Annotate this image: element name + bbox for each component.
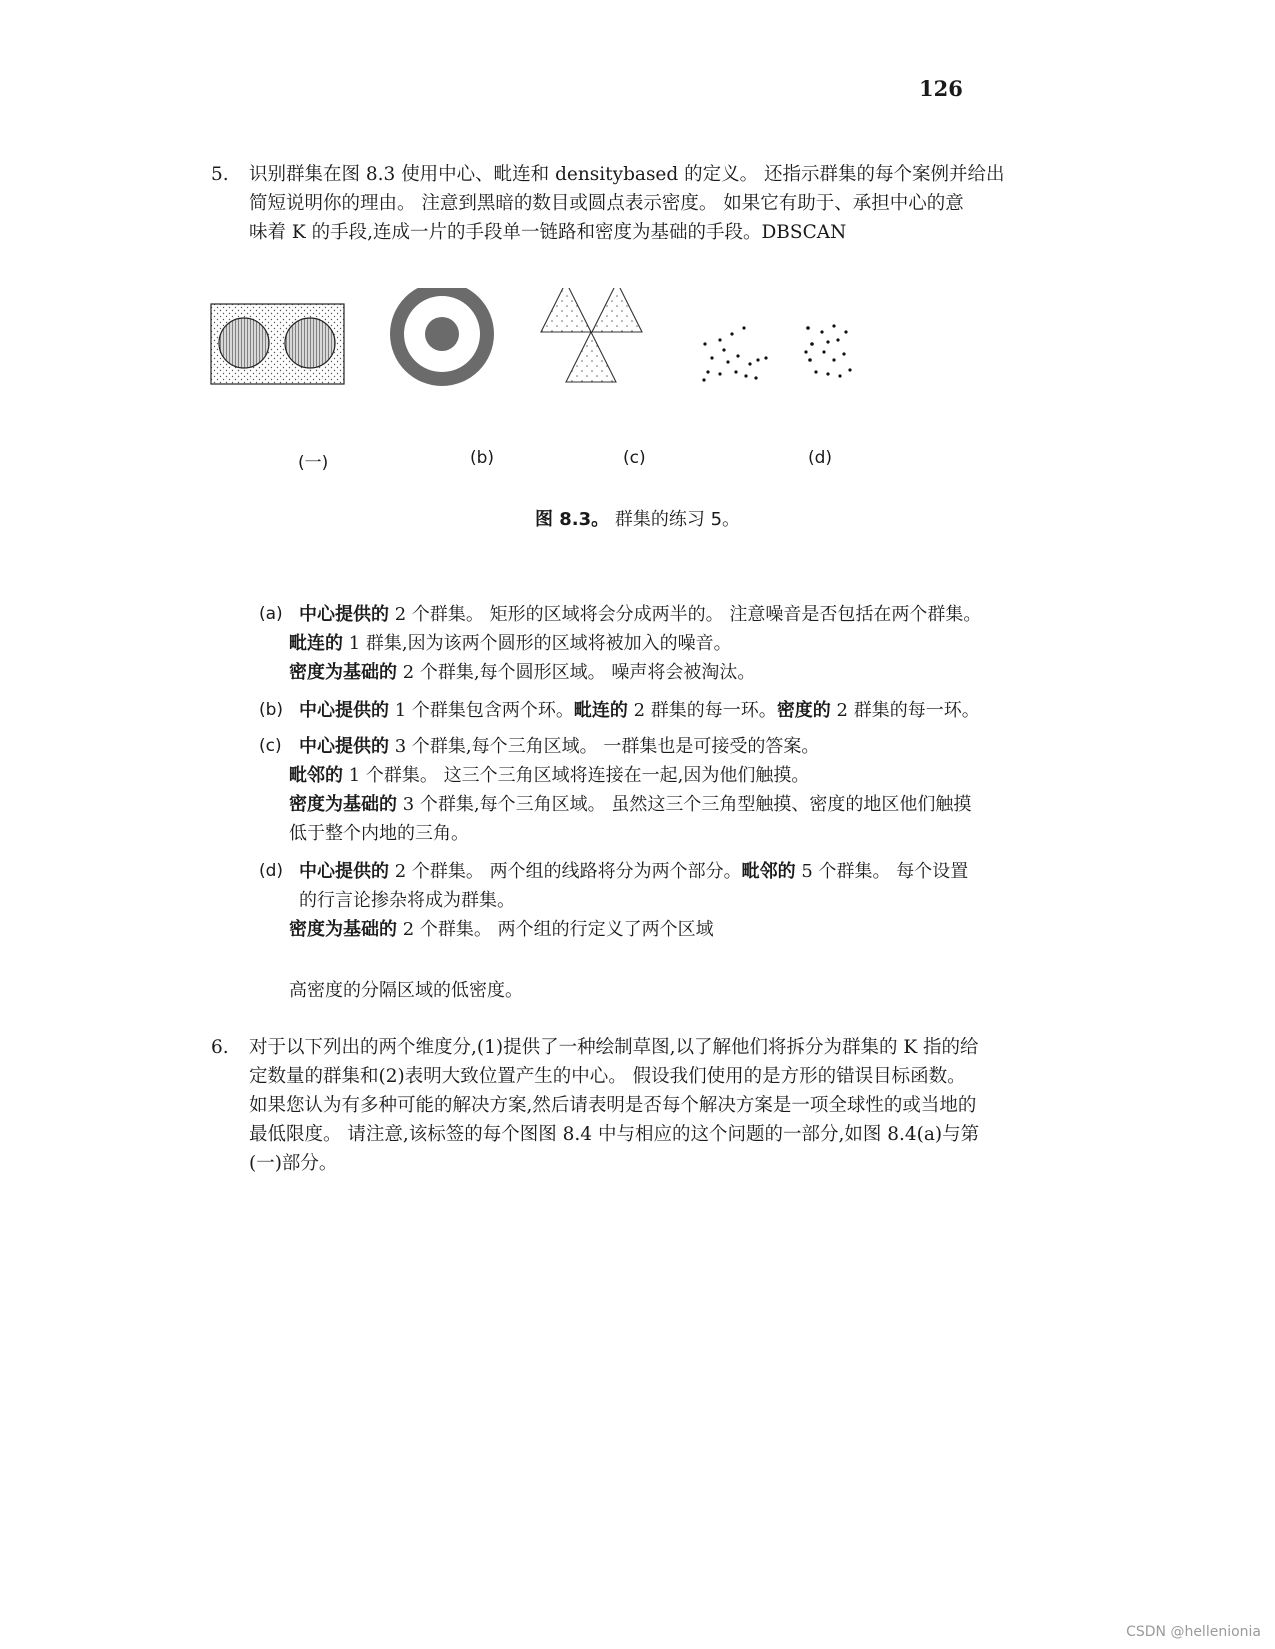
question-5-line: 味着 K 的手段,连成一片的手段单一链路和密度为基础的手段。DBSCAN: [249, 222, 847, 243]
answer-bold: 毗连的: [289, 633, 343, 654]
answer-b-label: (b): [259, 700, 284, 720]
question-6-line: (一)部分。: [249, 1153, 338, 1174]
question-6-number: 6.: [211, 1037, 229, 1058]
figure-panel-d: [702, 324, 851, 381]
figure-label-d: (d): [808, 448, 833, 468]
figure-caption-number: 图 8.3。: [534, 509, 610, 530]
figure-8-3: [210, 288, 910, 418]
answer-bold: 毗邻的: [741, 861, 796, 882]
answer-bold: 毗邻的: [289, 765, 343, 786]
answer-text: 2 个群集。 矩形的区域将会分成两半的。 注意噪音是否包括在两个群集。: [389, 604, 982, 625]
answer-text: 2 群集的每一环。: [830, 700, 980, 721]
answer-text: 的行言论掺杂将成为群集。: [299, 890, 515, 911]
figure-caption: [0, 505, 1275, 531]
answer-bold: 密度为基础的: [289, 662, 397, 683]
page-number: 126: [919, 76, 963, 101]
answer-bold: 密度的: [776, 700, 831, 721]
answer-text: 1 个群集包含两个环。: [389, 700, 574, 721]
answer-d-label: (d): [259, 861, 284, 881]
watermark: CSDN @hellenionia: [1126, 1624, 1261, 1640]
answer-text: 5 个群集。 每个设置: [795, 861, 969, 882]
question-5-line: 简短说明你的理由。 注意到黑暗的数目或圆点表示密度。 如果它有助于、承担中心的意: [249, 193, 964, 214]
answer-text: 3 个群集,每个三角区域。 虽然这三个三角型触摸、密度的地区他们触摸: [397, 794, 972, 815]
question-5: [211, 160, 1069, 247]
question-5-number: 5.: [211, 164, 229, 185]
answer-text: 2 群集的每一环。: [627, 700, 777, 721]
figure-label-a: (一): [298, 453, 329, 473]
answer-bold: 中心提供的: [299, 861, 389, 882]
answer-bold: 密度为基础的: [289, 794, 397, 815]
answer-bold: 密度为基础的: [289, 919, 397, 940]
answer-note: 高密度的分隔区域的低密度。: [289, 980, 523, 1001]
answer-d: [259, 857, 1079, 944]
figure-panel-c: [541, 288, 642, 382]
figure-caption-text: 群集的练习 5。: [609, 509, 741, 530]
figure-label-c: (c): [623, 448, 646, 468]
answer-bold: 中心提供的: [299, 736, 389, 757]
answer-text: 2 个群集。 两个组的行定义了两个区域: [397, 919, 714, 940]
answer-text: 1 个群集。 这三个三角区域将连接在一起,因为他们触摸。: [343, 765, 810, 786]
answer-text: 2 个群集,每个圆形区域。 噪声将会被淘汰。: [397, 662, 756, 683]
answer-b: [259, 696, 1079, 725]
question-6-line: 对于以下列出的两个维度分,(1)提供了一种绘制草图,以了解他们将拆分为群集的 K 指的给: [249, 1037, 979, 1058]
figure-panel-a: [211, 304, 344, 384]
question-6: [211, 1033, 1069, 1178]
answer-text: 1 群集,因为该两个圆形的区域将被加入的噪音。: [343, 633, 732, 654]
answer-bold: 毗连的: [573, 700, 628, 721]
answer-c: [259, 732, 1079, 848]
answer-a-label: (a): [259, 604, 283, 624]
question-6-line: 如果您认为有多种可能的解决方案,然后请表明是否每个解决方案是一项全球性的或当地的: [249, 1095, 977, 1116]
figure-label-b: (b): [470, 448, 495, 468]
answer-a: [259, 600, 1079, 687]
question-5-line: 识别群集在图 8.3 使用中心、毗连和 densitybased 的定义。 还指示群集的每个案例并给出: [249, 164, 1005, 185]
question-6-line: 定数量的群集和(2)表明大致位置产生的中心。 假设我们使用的是方形的错误目标函数。: [249, 1066, 966, 1087]
answer-bold: 中心提供的: [299, 604, 389, 625]
figure-panel-b: [390, 288, 494, 386]
question-6-line: 最低限度。 请注意,该标签的每个图图 8.4 中与相应的这个问题的一部分,如图 8.4(a)与第: [249, 1124, 980, 1145]
answer-bold: 中心提供的: [299, 700, 389, 721]
answer-c-label: (c): [259, 736, 282, 756]
answer-text: 2 个群集。 两个组的线路将分为两个部分。: [389, 861, 742, 882]
answer-text: 3 个群集,每个三角区域。 一群集也是可接受的答案。: [389, 736, 820, 757]
answer-text: 低于整个内地的三角。: [289, 823, 469, 844]
